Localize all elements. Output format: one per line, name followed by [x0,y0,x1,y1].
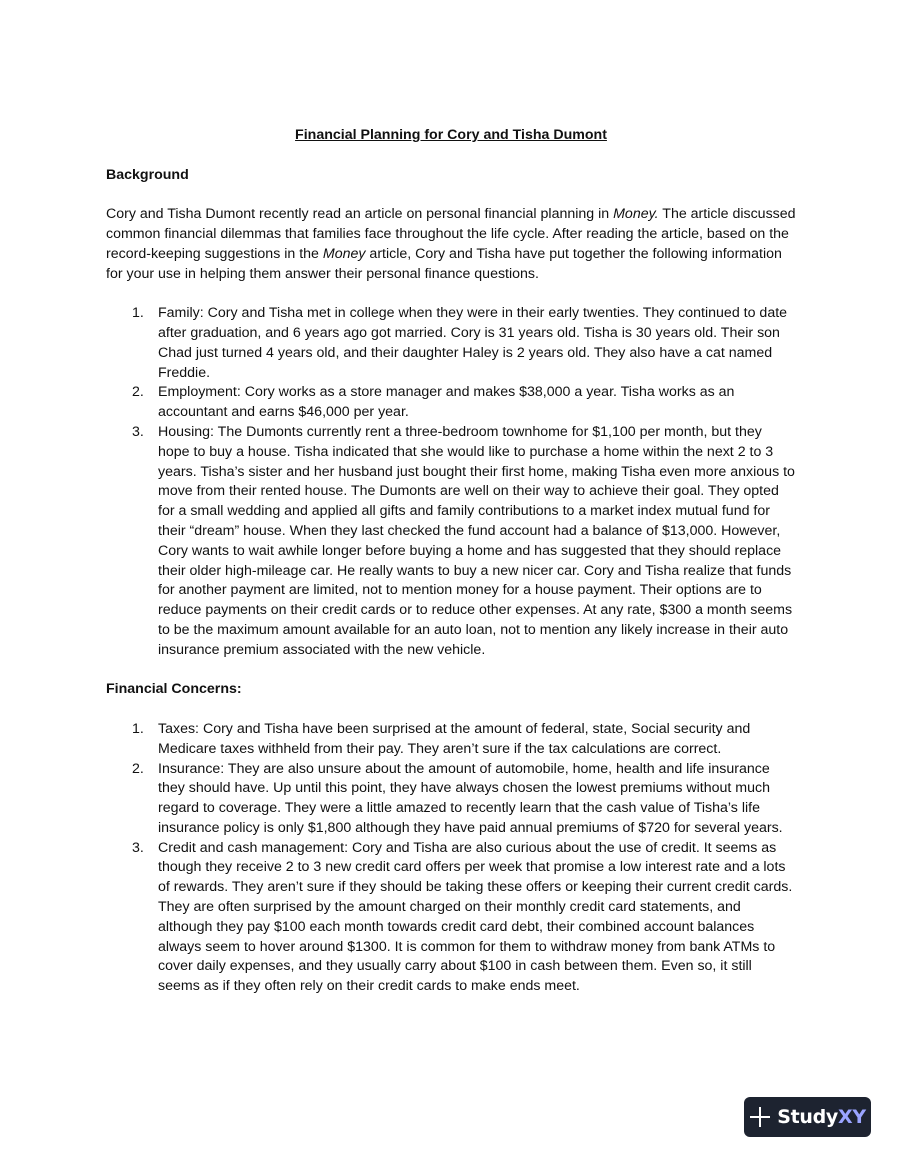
document-page [106,126,796,1017]
list-number: 2. [132,384,144,401]
studyxy-watermark-badge[interactable] [744,1097,871,1137]
list-text: Housing: The Dumonts currently rent a three-bedroom townhome for $1,100 per month, but they hope to buy a house. Tisha indicated that she would like to purchase a home within the next 2 to 3 years. Tisha’s sister and her husband just bought their first home, making Tisha even more anxious to move from their rented house. The Dumonts are well on their way to achieve their goal. They opted for a small wedding and applied all gifts and family contributions to a market index mutual fund for their “dream” house. When they last checked the fund account had a balance of $13,000. However, Cory wants to wait awhile longer before buying a home and has suggested that they should replace their older high-mileage car. He really wants to buy a new nicer car. Cory and Tisha realize that funds for another payment are limited, not to mention money for a house payment. Their options are to reduce payments on their credit cards or to reduce other expenses. At any rate, $300 a month seems to be the maximum amount available for an auto loan, not to mention any likely increase in their auto insurance premium associated with the new vehicle. [158,423,795,658]
concerns-list [106,720,796,997]
intro-text-3: article, Cory and Tisha have put together the following information for your use in helping them answer their personal finance questions. [106,245,782,282]
list-number: 1. [132,305,144,322]
list-number: 3. [132,423,144,440]
intro-paragraph [106,205,796,284]
list-item [106,304,796,383]
list-item [106,839,796,997]
brand-logo-text [777,1106,866,1128]
list-number: 2. [132,760,144,777]
list-text: Credit and cash management: Cory and Tisha are also curious about the use of credit. It seems as though they receive 2 to 3 new credit card offers per week that promise a low interest rate and a lots of rewards. They aren’t sure if they should be taking these offers or keeping their current credit cards. They are often surprised by the amount charged on their monthly credit card statements, and although they pay $100 each month towards credit card debt, their combined account balances always seem to hover around $1300. It is common for them to withdraw money from bank ATMs to cover daily expenses, and they usually carry about $100 in cash between them. Even so, it still seems as if they often rely on their credit cards to make ends meet. [158,839,793,995]
list-text: Family: Cory and Tisha met in college when they were in their early twenties. They continued to date after graduation, and 6 years ago got married. Cory is 31 years old. Tisha is 30 years old. Their son Chad just turned 4 years old, and their daughter Haley is 2 years old. They also have a cat named Freddie. [158,305,788,381]
list-item [106,720,796,760]
intro-emphasis-2: Money [322,245,366,262]
list-number: 1. [132,720,144,737]
intro-text-1: Cory and Tisha Dumont recently read an article on personal financial planning in [106,206,614,223]
background-heading: Background [106,166,189,183]
list-text: Taxes: Cory and Tisha have been surprised at the amount of federal, state, Social security and Medicare taxes withheld from their pay. They aren’t sure if the tax calculations are correct. [158,720,751,757]
brand-accent: XY [837,1106,866,1128]
list-text: Employment: Cory works as a store manager and makes $38,000 a year. Tisha works as an accountant and earns $46,000 per year. [158,384,735,421]
background-list [106,304,796,660]
list-number: 3. [132,839,144,856]
list-item [106,760,796,839]
list-item [106,383,796,423]
list-item [106,423,796,661]
list-text: Insurance: They are also unsure about the amount of automobile, home, health and life insurance they should have. Up until this point, they have always chosen the lowest premiums without much regard to coverage. They were a little amazed to recently learn that the cash value of Tisha’s life insurance policy is only $1,800 although they have paid annual premiums of $720 for several years. [158,760,783,836]
intro-emphasis-1: Money. [613,206,659,223]
plus-icon [749,1106,771,1128]
brand-main: Study [777,1106,838,1128]
intro-text-2: The article discussed common financial dilemmas that families face throughout the life cycle. After reading the article, based on the record-keeping suggestions in the [106,206,796,262]
concerns-heading: Financial Concerns: [106,681,242,698]
document-title: Financial Planning for Cory and Tisha Dumont [295,127,607,143]
